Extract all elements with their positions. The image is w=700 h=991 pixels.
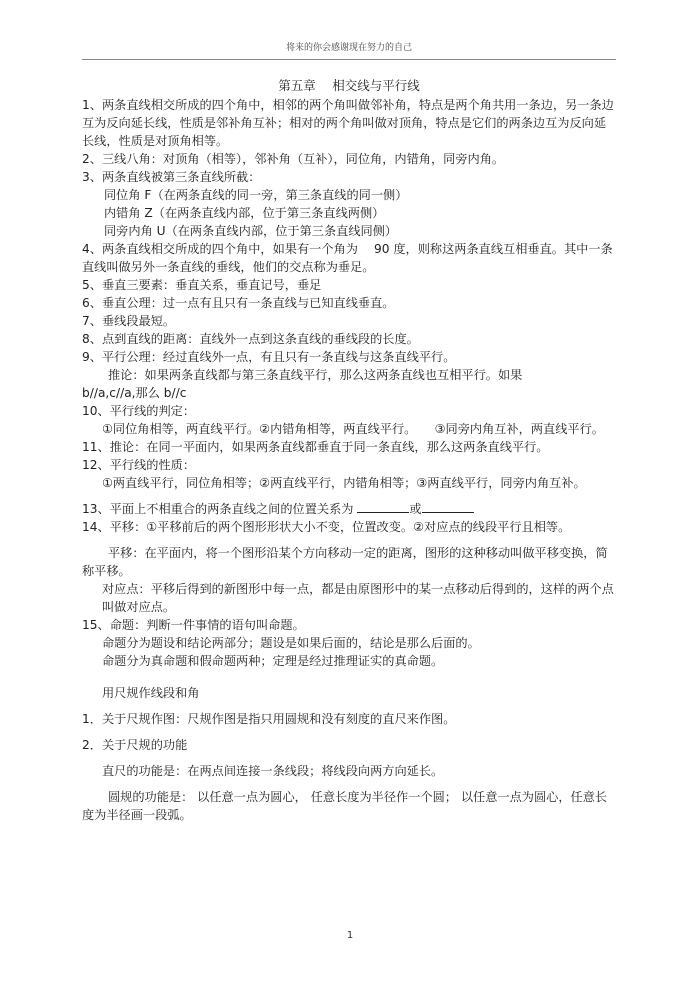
fill-blank-1[interactable] bbox=[357, 500, 409, 513]
corollary-text: 推论：如果两条直线都与第三条直线平行，那么这两条直线也互相平行。如果 bbox=[108, 368, 523, 382]
corollary-formula: b//a,c//a,那么 b//c bbox=[82, 386, 187, 400]
paragraph-13 bbox=[82, 500, 616, 518]
chapter-title: 第五章 相交线与平行线 bbox=[278, 78, 420, 93]
paragraph-10: 10、平行线的判定： bbox=[82, 404, 196, 418]
paragraph-2: 2、三线八角：对顶角（相等），邻补角（互补），同位角，内错角，同旁内角。 bbox=[82, 152, 505, 166]
section-heading-construction: 用尺规作线段和角 bbox=[102, 686, 200, 700]
paragraph-4: 4、两条直线相交所成的四个角中，如果有一个角为 90 度，则称这两条直线互相垂直。其中一条直线叫做另外一条直线的垂线，他们的交点称为垂足。 bbox=[82, 242, 613, 274]
paragraph-6: 6、垂直公理：过一点有且只有一条直线与已知直线垂直。 bbox=[82, 296, 395, 310]
paragraph-7: 7、垂线段最短。 bbox=[82, 314, 176, 328]
paragraph-8: 8、点到直线的距离：直线外一点到这条直线的垂线段的长度。 bbox=[82, 332, 419, 346]
angle-type-same-side-interior: 同旁内角 U（在两条直线内部，位于第三条直线同侧） bbox=[104, 224, 398, 238]
ruler-function: 直尺的功能是：在两点间连接一条线段；将线段向两方向延长。 bbox=[102, 764, 444, 778]
proposition-types: 命题分为真命题和假命题两种；定理是经过推理证实的真命题。 bbox=[102, 654, 444, 668]
proposition-parts: 命题分为题设和结论两部分；题设是如果后面的，结论是那么后面的。 bbox=[102, 636, 480, 650]
paragraph-3: 3、两条直线被第三条直线所截： bbox=[82, 170, 261, 184]
paragraph-14: 14、平移：①平移前后的两个图形形状大小不变，位置改变。②对应点的线段平行且相等。 bbox=[82, 520, 571, 534]
angle-type-corresponding: 同位角 F（在两条直线的同一旁，第三条直线的同一侧） bbox=[104, 188, 408, 202]
paragraph-9: 9、平行公理：经过直线外一点，有且只有一条直线与这条直线平行。 bbox=[82, 350, 456, 364]
paragraph-1: 1、两条直线相交所成的四个角中，相邻的两个角叫做邻补角，特点是两个角共用一条边，另一条边互为反向延长线，性质是邻补角互补；相对的两个角叫做对顶角，特点是它们的两条边互为反向延长线，性质是对顶角相等。 bbox=[82, 98, 614, 148]
compass-function: 圆规的功能是： 以任意一点为圆心， 任意长度为半径作一个圆； 以任意一点为圆心，任意长度为半径画一段弧。 bbox=[82, 790, 608, 822]
paragraph-13-text: 13、平面上不相重合的两条直线之间的位置关系为 bbox=[82, 502, 354, 516]
construction-item-2: 2．关于尺规的功能 bbox=[82, 738, 188, 752]
corresponding-point-definition: 对应点：平移后得到的新图形中每一点，都是由原图形中的某一点移动后得到的，这样的两个点叫做对应点。 bbox=[102, 582, 614, 614]
fill-blank-2[interactable] bbox=[422, 500, 474, 513]
paragraph-15: 15、命题：判断一件事情的语句叫命题。 bbox=[82, 618, 305, 632]
angle-type-alternate-interior: 内错角 Z（在两条直线内部，位于第三条直线两侧） bbox=[104, 206, 385, 220]
fill-blank-connector: 或 bbox=[409, 502, 422, 516]
translation-definition: 平移：在平面内，将一个图形沿某个方向移动一定的距离，图形的这种移动叫做平移变换，简称平移。 bbox=[82, 546, 608, 578]
paragraph-5: 5、垂直三要素：垂直关系，垂直记号，垂足 bbox=[82, 278, 322, 292]
page-number: 1 bbox=[346, 930, 354, 941]
document-body bbox=[82, 78, 616, 824]
paragraph-11: 11、推论：在同一平面内，如果两条直线都垂直于同一条直线，那么这两条直线平行。 bbox=[82, 440, 549, 454]
construction-item-1: 1．关于尺规作图：尺规作图是指只用圆规和没有刻度的直尺来作图。 bbox=[82, 712, 456, 726]
parallel-properties: ①两直线平行，同位角相等；②两直线平行，内错角相等；③两直线平行，同旁内角互补。 bbox=[102, 476, 586, 490]
page-header: 将来的你会感谢现在努力的自己 bbox=[82, 40, 616, 60]
parallel-criteria: ①同位角相等，两直线平行。②内错角相等，两直线平行。 ③同旁内角互补，两直线平行。 bbox=[102, 422, 604, 436]
paragraph-12: 12、平行线的性质： bbox=[82, 458, 196, 472]
